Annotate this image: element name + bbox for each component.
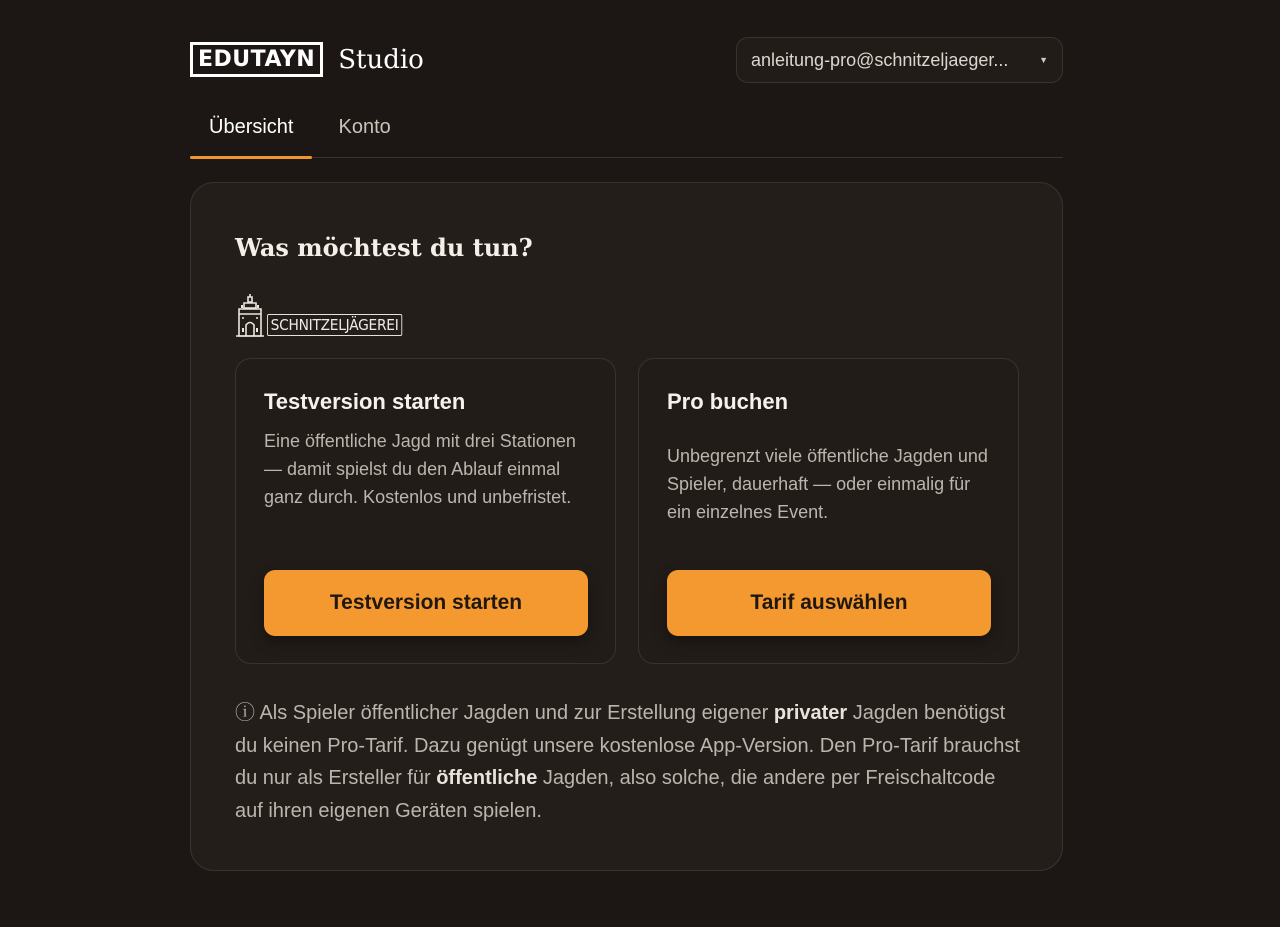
brand-logo — [235, 294, 414, 338]
brand-wordmark: SCHNITZELJÄGEREI — [267, 314, 402, 336]
logo-suffix: Studio — [338, 44, 424, 75]
panel-title: Was möchtest du tun? — [235, 233, 533, 262]
chevron-down-icon: ▼ — [1039, 55, 1048, 65]
header — [190, 0, 1063, 110]
info-note-text-3: Jagden, also solche, die andere per Freischaltcode auf ihren eigenen Geräten spielen. — [235, 767, 996, 822]
info-icon: ⓘ — [235, 702, 255, 724]
tab-overview[interactable]: Übersicht — [190, 110, 312, 158]
info-note-emphasis-private: privater — [773, 702, 848, 724]
start-trial-button[interactable]: Testversion starten — [264, 570, 588, 636]
pro-card-description: Unbegrenzt viele öffentliche Jagden und Spieler, dauerhaft — oder einmalig für ein einzelnes Event. — [667, 446, 988, 522]
trial-card-description: Eine öffentliche Jagd mit drei Stationen — damit spielst du den Ablauf einmal ganz durch. Kostenlos und unbefristet. — [264, 431, 576, 507]
info-note-text-1: Als Spieler öffentlicher Jagden und zur Erstellung eigener — [255, 702, 774, 724]
info-note — [235, 697, 1025, 827]
account-dropdown-value: anleitung-pro@schnitzeljaeger... — [751, 49, 1009, 70]
pro-card-title: Pro buchen — [667, 389, 789, 414]
info-note-text-2: Jagden benötigst du keinen Pro-Tarif. Dazu genügt unsere kostenlose App-Version. Den Pro-Tarif brauchst du nur als Ersteller für — [235, 702, 1020, 789]
select-plan-button[interactable]: Tarif auswählen — [667, 570, 991, 636]
pro-card — [638, 358, 1019, 664]
account-dropdown[interactable] — [736, 37, 1063, 83]
logo-wordmark: EDUTAYN — [190, 42, 323, 77]
info-note-emphasis-public: öffentliche — [436, 767, 538, 789]
tab-account[interactable]: Konto — [338, 116, 391, 138]
page — [190, 0, 1063, 822]
trial-card — [235, 358, 616, 664]
tab-bar — [190, 110, 1063, 158]
actions-panel — [190, 182, 1063, 871]
castle-icon — [235, 294, 265, 338]
trial-card-title: Testversion starten — [264, 389, 466, 414]
app-logo[interactable] — [190, 42, 424, 77]
